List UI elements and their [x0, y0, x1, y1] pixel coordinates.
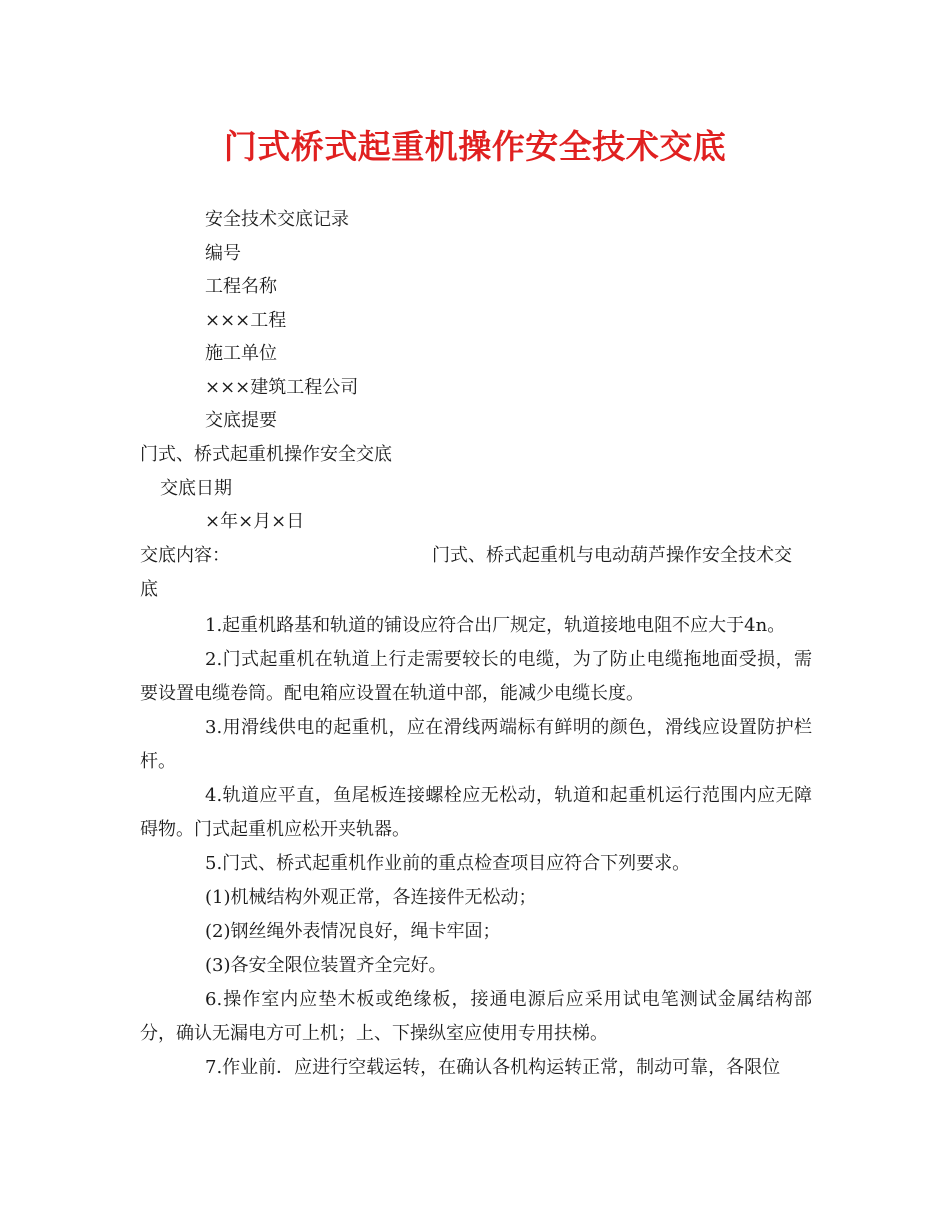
item-6: 6.操作室内应垫木板或绝缘板，接通电源后应采用试电笔测试金属结构部分，确认无漏电方可上机；上、下操纵室应使用专用扶梯。 [140, 989, 812, 1044]
item-5-3: (3)各安全限位装置齐全完好。 [205, 955, 447, 976]
item-4: 4.轨道应平直，鱼尾板连接螺栓应无松动，轨道和起重机运行范围内应无障碍物。门式起重机应松开夹轨器。 [140, 785, 812, 840]
date-label: 交底日期 [160, 478, 232, 499]
item-5-2: (2)钢丝绳外表情况良好，绳卡牢固； [205, 921, 501, 942]
content-intro-line1: 门式、桥式起重机与电动葫芦操作安全技术交 [432, 545, 792, 566]
construction-unit-label: 施工单位 [205, 343, 277, 364]
number-label: 编号 [205, 243, 241, 264]
record-header: 安全技术交底记录 [205, 209, 349, 230]
item-2: 2.门式起重机在轨道上行走需要较长的电缆，为了防止电缆拖地面受损，需要设置电缆卷筒。配电箱应设置在轨道中部，能减少电缆长度。 [140, 649, 812, 704]
project-name-value: ×××工程 [205, 310, 287, 331]
item-7: 7.作业前．应进行空载运转，在确认各机构运转正常，制动可靠，各限位 [205, 1057, 781, 1078]
content-label: 交底内容： [140, 545, 230, 566]
item-5-1: (1)机械结构外观正常，各连接件无松动； [205, 887, 537, 908]
construction-unit-value: ×××建筑工程公司 [205, 377, 359, 398]
summary-label: 交底提要 [205, 410, 277, 431]
content-intro-line2: 底 [140, 579, 158, 600]
content-items [140, 609, 812, 1085]
document-title: 门式桥式起重机操作安全技术交底 [223, 127, 727, 166]
project-name-label: 工程名称 [205, 276, 277, 297]
item-1: 1.起重机路基和轨道的铺设应符合出厂规定，轨道接地电阻不应大于4n。 [205, 615, 786, 636]
item-3: 3.用滑线供电的起重机，应在滑线两端标有鲜明的颜色，滑线应设置防护栏杆。 [140, 717, 812, 772]
summary-value: 门式、桥式起重机操作安全交底 [140, 444, 392, 465]
item-5: 5.门式、桥式起重机作业前的重点检查项目应符合下列要求。 [205, 853, 691, 874]
date-value: ×年×月×日 [205, 511, 305, 532]
